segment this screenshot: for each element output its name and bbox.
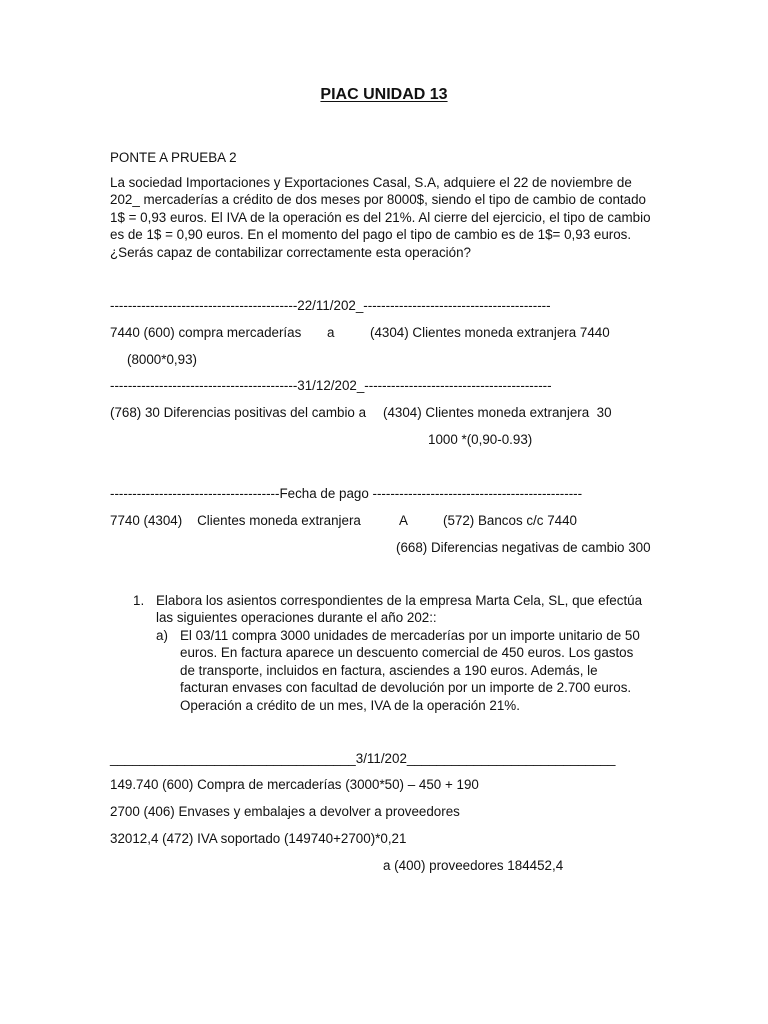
exercise-line: las siguientes operaciones durante el año 202::: [156, 610, 437, 626]
entry-connector: A: [399, 513, 408, 528]
entry-date-header: ------------------------------------------31/12/202_------------------------------------------: [110, 378, 552, 393]
section-subtitle: PONTE A PRUEBA 2: [110, 150, 237, 165]
sub-item-line: Operación a crédito de un mes, IVA de la operación 21%.: [180, 697, 520, 713]
statement-line: es de 1$ = 0,90 euros. En el momento del pago el tipo de cambio es de 1$= 0,93 euros.: [110, 227, 632, 243]
entry-credit-line: (572) Bancos c/c 7440: [443, 513, 577, 528]
exercise-number: 1.: [133, 593, 145, 608]
statement-line: 202_ mercaderías a crédito de dos meses por 8000$, siendo el tipo de cambio de contado: [110, 192, 646, 208]
sub-item-line: de transporte, incluidos en factura, asciendes a 190 euros. Además, le: [180, 662, 598, 678]
entry-credit-line-2: (668) Diferencias negativas de cambio 300: [396, 540, 651, 555]
entry-debit-line: 149.740 (600) Compra de mercaderías (3000*50) – 450 + 190: [110, 777, 479, 792]
entry-credit-line: a (400) proveedores 184452,4: [383, 858, 564, 873]
entry-calculation-note: (8000*0,93): [127, 352, 197, 367]
entry-debit-line: 2700 (406) Envases y embalajes a devolver a proveedores: [110, 804, 460, 819]
problem-statement: [110, 174, 670, 261]
entry-credit-line: (4304) Clientes moneda extranjera 30: [383, 405, 612, 420]
entry-debit-line: (768) 30 Diferencias positivas del cambio a: [110, 405, 367, 420]
entry-credit-line: (4304) Clientes moneda extranjera 7440: [370, 325, 610, 340]
statement-line: 1$ = 0,93 euros. El IVA de la operación es del 21%. Al cierre del ejercicio, el tipo de cambio: [110, 209, 651, 225]
statement-line: La sociedad Importaciones y Exportaciones Casal, S.A, adquiere el 22 de noviembre de: [110, 175, 632, 190]
entry-calculation-note: 1000 *(0,90-0.93): [428, 432, 533, 447]
sub-item-line: euros. En factura aparece un descuento comercial de 450 euros. Los gastos: [180, 645, 634, 661]
page-title: PIAC UNIDAD 13: [320, 86, 448, 103]
entry-connector: a: [327, 325, 335, 340]
entry-date-header: _________________________________3/11/202____________________________: [110, 751, 616, 766]
exercise-statement: [156, 592, 676, 627]
entry-date-header: --------------------------------------Fecha de pago -----------------------------------------------: [110, 486, 583, 501]
sub-item-text: [180, 627, 680, 714]
entry-debit-line: 7740 (4304) Clientes moneda extranjera: [110, 513, 361, 528]
entry-debit-line: 32012,4 (472) IVA soportado (149740+2700)*0,21: [110, 831, 407, 846]
sub-item-marker: a): [156, 628, 168, 643]
sub-item-line: facturan envases con facultad de devolución por un importe de 2.700 euros.: [180, 680, 632, 696]
exercise-line: Elabora los asientos correspondientes de la empresa Marta Cela, SL, que efectúa: [156, 593, 643, 608]
sub-item-line: El 03/11 compra 3000 unidades de mercaderías por un importe unitario de 50: [180, 628, 640, 643]
statement-line: ¿Serás capaz de contabilizar correctamente esta operación?: [110, 244, 471, 260]
entry-date-header: ------------------------------------------22/11/202_------------------------------------------: [110, 298, 551, 313]
entry-debit-line: 7440 (600) compra mercaderías: [110, 325, 302, 340]
